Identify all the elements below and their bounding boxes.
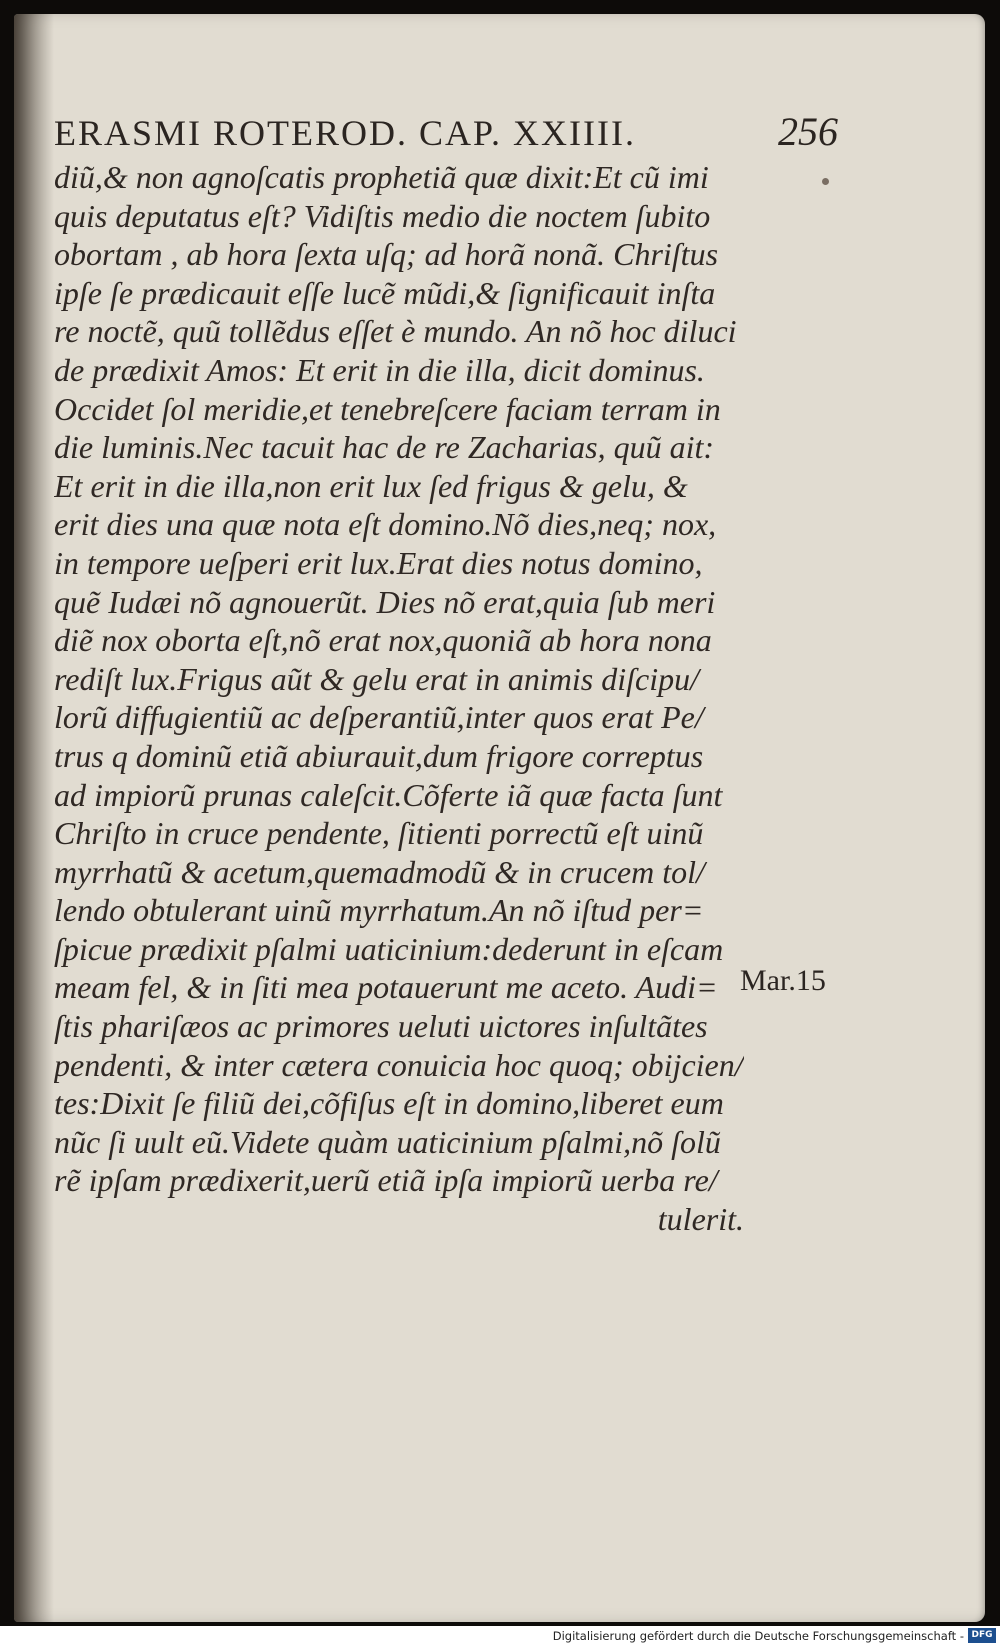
text-line: ſtis phariſæos ac primores ueluti uictores inſultãtes <box>54 1008 708 1045</box>
page-number: 256 <box>778 109 838 154</box>
text-line: ſpicue prædixit pſalmi uaticinium:dederunt in eſcam <box>54 930 724 967</box>
text-line: diũ,& non agnoſcatis prophetiã quæ dixit:Et cũ imi <box>54 159 709 195</box>
text-line: ipſe ſe prædicauit eſſe lucẽ mũdi,& ſignificauit inſta <box>54 274 716 311</box>
text-line: in tempore ueſperi erit lux.Erat dies notus domino, <box>54 544 703 581</box>
text-line: quẽ Iudæi nõ agnouerũt. Dies nõ erat,quia ſub meri <box>54 583 716 620</box>
text-line: quis deputatus eſt? Vidiſtis medio die noctem ſubito <box>54 197 711 234</box>
margin-mark <box>822 178 829 185</box>
marginal-note: Mar.15 <box>740 964 826 997</box>
text-line: pendenti, & inter cætera conuicia hoc quoq; obijcien/ <box>54 1046 744 1083</box>
gutter-shadow <box>14 14 54 1622</box>
text-line: trus q dominũ etiã abiurauit,dum frigore correptus <box>54 737 704 774</box>
text-line: Chriſto in cruce pendente, ſitienti porrectũ eſt uinũ <box>54 815 704 852</box>
text-line: erit dies una quæ nota eſt domino.Nõ dies,neq; nox, <box>54 506 717 543</box>
text-line: Occidet ſol meridie,et tenebreſcere faciam terram in <box>54 390 721 427</box>
text-line: rẽ ipſam prædixerit,uerũ etiã ipſa impiorũ uerba re/ <box>54 1162 718 1199</box>
text-line: obortam , ab hora ſexta uſq; ad horã nonã. Chriſtus <box>54 236 719 273</box>
text-line: lendo obtulerant uinũ myrrhatum.An nõ iſtud per= <box>54 892 704 929</box>
text-line: de prædixit Amos: Et erit in die illa, dicit dominus. <box>54 351 705 388</box>
text-line: rediſt lux.Frigus aũt & gelu erat in animis diſcipu/ <box>54 660 699 697</box>
dfg-logo: DFG <box>968 1628 996 1643</box>
text-line: Et erit in die illa,non erit lux ſed frigus & gelu, & <box>54 467 688 504</box>
text-line: nũc ſi uult eũ.Videte quàm uaticinium pſalmi,nõ ſolũ <box>54 1123 721 1160</box>
body-text <box>54 158 744 1239</box>
text-line: ad impiorũ prunas caleſcit.Cõferte iã quæ facta ſunt <box>54 776 723 813</box>
text-line: meam fel, & in ſiti mea potauerunt me aceto. Audi= <box>54 969 718 1006</box>
text-line: diẽ nox oborta eſt,nõ erat nox,quoniã ab hora nona <box>54 622 712 659</box>
text-line: myrrhatũ & acetum,quemadmodũ & in crucem tol/ <box>54 853 705 890</box>
text-line: die luminis.Nec tacuit hac de re Zacharias, quũ ait: <box>54 429 715 466</box>
footer-credit: Digitalisierung gefördert durch die Deutsche Forschungsgemeinschaft - <box>552 1629 964 1643</box>
text-line: lorũ diffugientiũ ac deſperantiũ,inter quos erat Pe/ <box>54 699 704 736</box>
running-head: ERASMI ROTEROD. CAP. XXIIII. <box>54 113 637 153</box>
text-line: tes:Dixit ſe filiũ dei,cõfiſus eſt in domino,liberet eum <box>54 1085 724 1122</box>
text-line: tulerit. <box>657 1201 744 1238</box>
text-line: re noctẽ, quũ tollẽdus eſſet è mundo. An nõ hoc diluci <box>54 313 737 350</box>
